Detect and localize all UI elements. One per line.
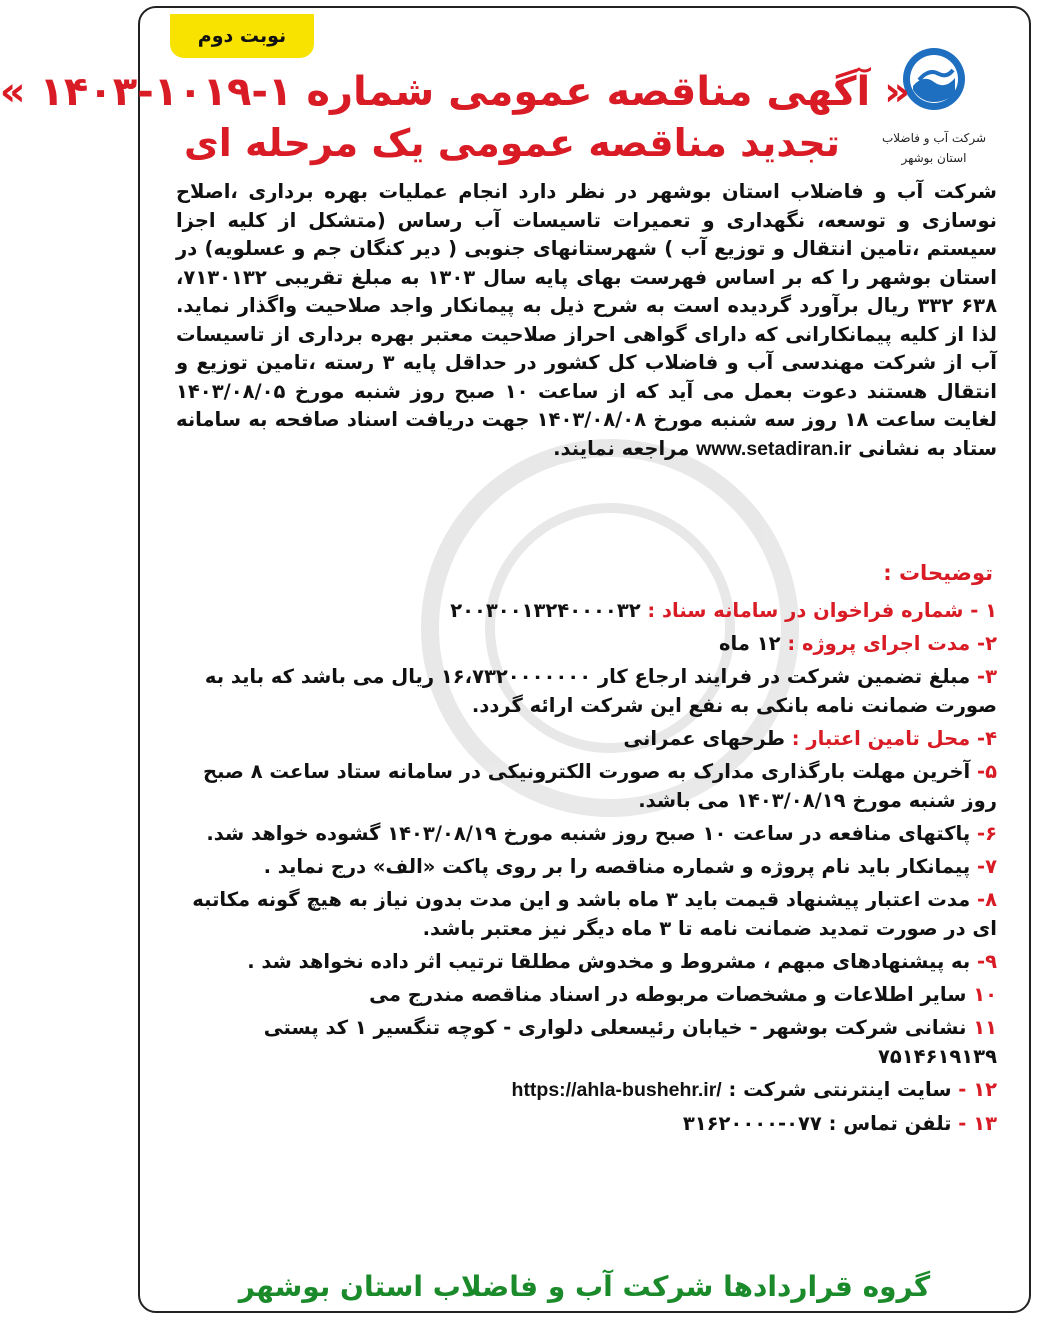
item-text: نشانی شرکت بوشهر - خیابان رئیسعلی دلواری - کوچه تنگسیر ۱ کد پستی ۷۵۱۴۶۱۹۱۳۹ <box>263 1016 997 1068</box>
item-number: ۱۳ - <box>958 1112 997 1135</box>
notice-frame <box>0 6 1031 1313</box>
round-badge: نوبت دوم <box>170 14 314 58</box>
item-number: ۱ - <box>970 599 997 622</box>
item-label: شماره فراخوان در سامانه سناد : <box>647 599 964 622</box>
item-text: پاکتهای منافعه در ساعت ۱۰ صبح روز شنبه مورخ ۱۴۰۳/۰۸/۱۹ گشوده خواهد شد. <box>206 822 971 845</box>
item-label: مدت اجرای پروژه : <box>787 632 971 655</box>
item-text: مبلغ تضمین شرکت در فرایند ارجاع کار ۱۶،۷۳۲۰۰۰۰۰۰۰ ریال می باشد که باید به صورت ضمانت نامه بانکی به نفع این شرکت ارائه گردد. <box>204 665 997 717</box>
notes-list <box>176 596 997 1142</box>
list-item <box>176 819 997 848</box>
item-text: مدت اعتبار پیشنهاد قیمت باید ۳ ماه باشد و این مدت بدون نیاز به هیچ گونه مکاتبه ای در صورت تمدید ضمانت نامه تا ۳ ماه دیگر نیز معتبر باشد. <box>192 888 997 940</box>
item-number: ۳- <box>977 665 997 688</box>
intro-text-end: مراجعه نمایند. <box>553 436 690 460</box>
item-text: پیمانکار باید نام پروژه و شماره مناقصه را بر روی پاکت «الف» درج نماید . <box>263 855 971 878</box>
notes-heading: توضیحات : <box>883 561 993 585</box>
item-number: ۱۰ <box>973 983 997 1006</box>
list-item <box>176 885 997 943</box>
list-item <box>176 947 997 976</box>
item-number: ۷- <box>977 855 997 878</box>
item-text: آخرین مهلت بارگذاری مدارک به صورت الکترونیکی در سامانه ستاد ساعت ۸ صبح روز شنبه مورخ ۱۴۰۳/۰۸/۱۹ می باشد. <box>203 760 997 812</box>
item-text: سایت اینترنتی شرکت : <box>728 1078 952 1101</box>
item-number: ۵- <box>977 760 997 783</box>
setadiran-link[interactable]: www.setadiran.ir <box>696 437 852 460</box>
item-text: طرحهای عمرانی <box>623 727 785 750</box>
item-text: به پیشنهادهای مبهم ، مشروط و مخدوش مطلقا ترتیب اثر داده نخواهد شد . <box>247 950 971 973</box>
company-name-line1: شرکت آب و فاضلاب <box>881 131 987 145</box>
item-number: ۱۱ <box>973 1016 997 1039</box>
item-number: ۴- <box>977 727 997 750</box>
footer-signature: گروه قراردادها شرکت آب و فاضلاب استان بوشهر <box>238 1270 931 1303</box>
notice-subtitle: تجدید مناقصه عمومی یک مرحله ای <box>183 121 840 165</box>
item-text: سایر اطلاعات و مشخصات مربوطه در اسناد مناقصه مندرج می <box>369 983 967 1006</box>
company-website-link[interactable]: https://ahla-bushehr.ir/ <box>511 1079 722 1101</box>
list-item <box>176 980 997 1009</box>
list-item <box>176 662 997 720</box>
notice-body <box>176 178 997 463</box>
item-number: ۲- <box>977 632 997 655</box>
item-number: ۹- <box>977 950 997 973</box>
list-item <box>176 757 997 815</box>
notice-title: « آگهی مناقصه عمومی شماره ۱-۱۰۱۹-۱۴۰۳ » <box>0 69 910 115</box>
list-item <box>176 629 997 658</box>
item-text: تلفن تماس : ۰۷۷-۳۱۶۲۰۰۰۰ <box>682 1112 952 1135</box>
company-name <box>869 128 999 168</box>
item-text: ۱۲ ماه <box>719 632 781 655</box>
intro-paragraph <box>176 178 997 463</box>
item-label: محل تامین اعتبار : <box>791 727 971 750</box>
list-item <box>176 1075 997 1105</box>
list-item <box>176 724 997 753</box>
intro-text: شرکت آب و فاضلاب استان بوشهر در نظر دارد انجام عملیات بهره برداری ،اصلاح نوسازی و توسعه، نگهداری و تعمیرات تاسیسات آب رساس (متشکل از کلیه اجزا سیستم ،تامین انتقال و توزیع آب ) شهرستانهای جنوبی ( دیر کنگان جم و عسلویه) در استان بوشهر را که بر اساس فهرست بهای پایه سال ۱۳۰۳ به مبلغ تقریبی ۷۱۳۰۱۳۲، ۶۳۸ ۳۳۲ ریال برآورد گردیده است به شرح ذیل به پیمانکار واجد صلاحیت واگذار نماید. لذا از کلیه پیمانکارانی که دارای گواهی احراز صلاحیت معتبر بهره برداری از تاسیسات آب از شرکت مهندسی آب و فاضلاب کل کشور در حداقل پایه ۳ رسته ،تامین توزیع و انتقال هستند دعوت بعمل می آید که از ساعت ۱۰ صبح روز شنبه مورخ ۱۴۰۳/۰۸/۰۵ لغایت ساعت ۱۸ روز سه شنبه مورخ ۱۴۰۳/۰۸/۰۸ جهت دریافت اسناد صافحه به سامانه ستاد به نشانی <box>176 180 997 460</box>
item-number: ۸- <box>977 888 997 911</box>
item-number: ۶- <box>977 822 997 845</box>
list-item <box>176 852 997 881</box>
item-number: ۱۲ - <box>958 1078 997 1101</box>
company-name-line2: استان بوشهر <box>901 151 967 165</box>
list-item <box>176 1109 997 1138</box>
list-item <box>176 596 997 625</box>
list-item <box>176 1013 997 1071</box>
item-text: ۲۰۰۳۰۰۱۳۲۴۰۰۰۰۳۲ <box>450 599 641 622</box>
